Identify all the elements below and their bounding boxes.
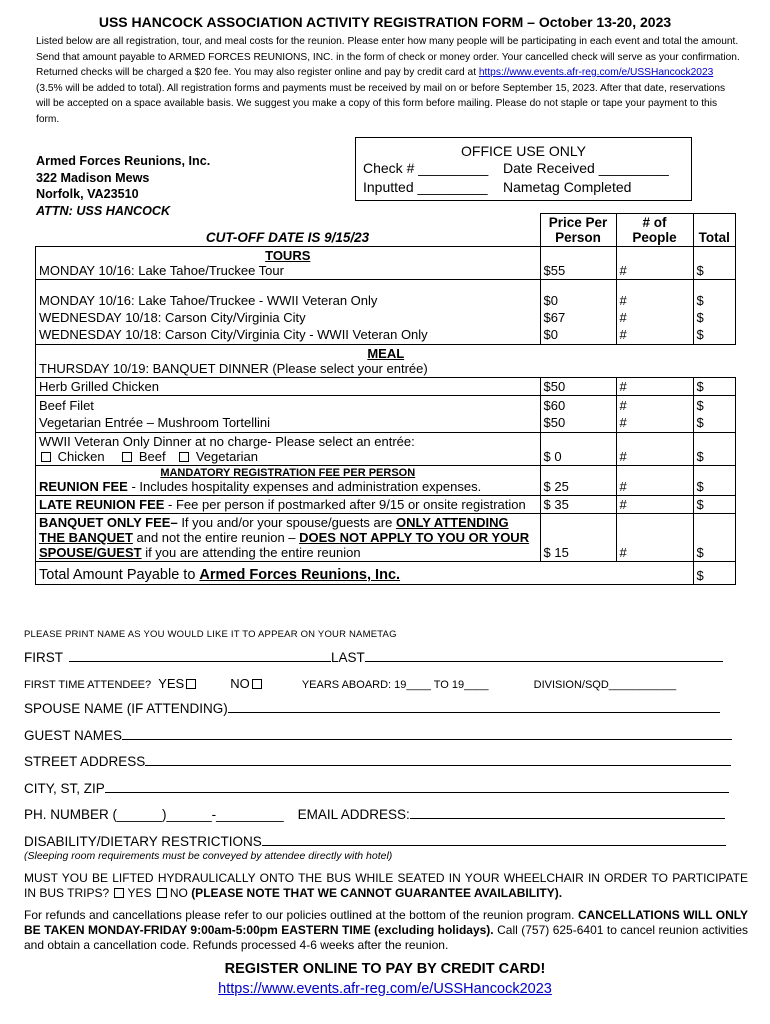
first-time-no-checkbox[interactable] [252, 679, 262, 689]
years-aboard-field[interactable]: YEARS ABOARD: 19____ TO 19____ [301, 679, 489, 691]
people-cell[interactable]: # [619, 415, 627, 430]
address-line-2: 322 Madison Mews [36, 170, 150, 185]
guest-names-input[interactable] [122, 739, 732, 740]
tour-lake-tahoe: MONDAY 10/16: Lake Tahoe/Truckee Tour [39, 263, 284, 278]
table-row [36, 396, 736, 433]
banquet-fee-emphasis: DOES NOT APPLY TO YOU OR YOUR SPOUSE/GUEST [39, 530, 530, 560]
phone-field[interactable]: PH. NUMBER (______)______-_________ [24, 807, 284, 822]
banquet-fee-emphasis: ONLY ATTENDING THE BANQUET [39, 515, 509, 545]
email-label: EMAIL ADDRESS: [297, 807, 410, 822]
total-cell[interactable]: $ [693, 466, 736, 496]
col-total-header: Total [693, 214, 736, 247]
total-cell[interactable]: $ [693, 514, 736, 562]
intro-register-link[interactable]: https://www.events.afr-reg.com/e/USSHancock2023 [478, 67, 714, 78]
total-payee: Armed Forces Reunions, Inc. [199, 567, 401, 583]
intro-paragraph [36, 34, 742, 127]
total-cell[interactable]: $ [696, 398, 704, 413]
first-time-yes-label: YES [158, 676, 185, 691]
tour-carson-city: WEDNESDAY 10/18: Carson City/Virginia City [39, 310, 306, 325]
intro-text-2: (3.5% will be added to total). All registration forms and payments must be received by mail on or before September 15, 2023. After that date, reservations will be accepted on a space available basis. We suggest you make a copy of this form before mailing. Please do not staple or tape your payment to this form. [36, 82, 726, 125]
vegetarian-option-label: Vegetarian [195, 449, 259, 464]
address-line-3: Norfolk, VA23510 [36, 187, 139, 201]
price-cell: $50 [543, 415, 566, 430]
chicken-checkbox[interactable] [41, 452, 51, 462]
banquet-fee-text: If you and/or your spouse/guests are [177, 515, 396, 530]
wheelchair-yes-label: YES [127, 886, 152, 900]
people-cell[interactable]: # [616, 378, 693, 396]
last-name-label: LAST [331, 650, 365, 665]
col-price-header: Price Per Person [540, 214, 616, 247]
cutoff-date: CUT-OFF DATE IS 9/15/23 [205, 230, 370, 245]
people-cell[interactable]: # [619, 310, 627, 325]
banquet-dinner-intro: THURSDAY 10/19: BANQUET DINNER (Please select your entrée) [39, 361, 428, 376]
total-cell[interactable]: $ [693, 496, 736, 514]
first-name-input[interactable] [69, 661, 331, 662]
beef-checkbox[interactable] [122, 452, 132, 462]
city-st-zip-label: CITY, ST, ZIP [24, 781, 105, 796]
intro-text-1: Listed below are all registration, tour, and meal costs for the reunion. Please enter how many people will be participating in each event and total the amount. Send that amount payable to ARMED FORCES REUNIONS, INC. in the form of check or money order. Your cancelled check will serve as your confirmation. Returned checks will be charged a $20 fee. You may also register online and pay by credit card at [36, 36, 740, 78]
people-cell[interactable]: # [616, 433, 693, 466]
people-cell[interactable]: # [619, 327, 627, 342]
wheelchair-yes-checkbox[interactable] [114, 888, 124, 898]
table-header-row [36, 214, 736, 247]
table-row [36, 280, 736, 345]
first-name-label: FIRST [24, 650, 63, 665]
spouse-name-label: SPOUSE NAME (IF ATTENDING) [24, 701, 228, 716]
total-cell[interactable]: $ [696, 327, 704, 342]
beef-option-label: Beef [138, 449, 166, 464]
total-cell[interactable]: $ [693, 433, 736, 466]
disability-input[interactable] [262, 845, 726, 846]
office-use-box [355, 137, 692, 201]
chicken-option-label: Chicken [57, 449, 105, 464]
table-row [36, 433, 736, 466]
mailing-address [36, 153, 210, 219]
reunion-fee-label: REUNION FEE [39, 479, 128, 494]
people-cell[interactable]: # [616, 496, 693, 514]
spouse-name-input[interactable] [228, 712, 720, 713]
email-input[interactable] [410, 818, 725, 819]
wheelchair-text: MUST YOU BE LIFTED HYDRAULICALLY ONTO THE BUS WHILE SEATED IN YOUR WHEELCHAIR IN ORDER TO PARTICIPATE IN BUS TRIPS? [24, 871, 748, 900]
total-cell[interactable]: $ [693, 247, 736, 280]
refund-cancellation-hours: CANCELLATIONS WILL ONLY BE TAKEN MONDAY-FRIDAY 9:00am-5:00pm EASTERN TIME (excluding holidays). [24, 908, 748, 937]
table-row [36, 345, 736, 378]
office-date-received: Date Received _________ [503, 160, 669, 176]
guest-names-label: GUEST NAMES [24, 728, 123, 743]
table-row [36, 378, 736, 396]
office-nametag: Nametag Completed [503, 179, 632, 195]
people-cell[interactable]: # [619, 398, 627, 413]
late-fee-label: LATE REUNION FEE [39, 497, 165, 512]
price-cell: $60 [543, 398, 566, 413]
tour-carson-city-veteran: WEDNESDAY 10/18: Carson City/Virginia City - WWII Veteran Only [39, 327, 428, 342]
form-title: USS HANCOCK ASSOCIATION ACTIVITY REGISTRATION FORM – October 13-20, 2023 [98, 14, 672, 30]
last-name-input[interactable] [365, 661, 723, 662]
meal-vegetarian: Vegetarian Entrée – Mushroom Tortellini [39, 415, 270, 430]
price-cell: $67 [543, 310, 566, 325]
disability-label: DISABILITY/DIETARY RESTRICTIONS [24, 834, 262, 849]
meal-beef: Beef Filet [39, 398, 94, 413]
late-fee-desc: - Fee per person if postmarked after 9/15 or onsite registration [164, 497, 526, 512]
registration-table [35, 213, 736, 585]
first-time-label: FIRST TIME ATTENDEE? [24, 679, 152, 691]
price-cell: $ 25 [540, 466, 616, 496]
price-cell: $0 [543, 293, 558, 308]
price-cell: $ 35 [540, 496, 616, 514]
banquet-fee-label: BANQUET ONLY FEE– [39, 515, 178, 530]
division-field[interactable]: DIVISION/SQD___________ [533, 679, 677, 691]
table-row [36, 514, 736, 562]
register-online-link[interactable]: https://www.events.afr-reg.com/e/USSHancock2023 [218, 981, 552, 997]
total-cell[interactable]: $ [696, 415, 704, 430]
refund-policy [24, 908, 748, 953]
sleeping-room-note: (Sleeping room requirements must be conveyed by attendee directly with hotel) [24, 850, 393, 862]
people-cell[interactable]: # [616, 247, 693, 280]
tour-lake-tahoe-veteran: MONDAY 10/16: Lake Tahoe/Truckee - WWII Veteran Only [39, 293, 378, 308]
table-row [36, 562, 736, 585]
wheelchair-no-checkbox[interactable] [157, 888, 167, 898]
total-payable-label: Total Amount Payable to [39, 567, 200, 583]
tours-heading: TOURS [265, 248, 311, 263]
wheelchair-note: (PLEASE NOTE THAT WE CANNOT GUARANTEE AVAILABILITY). [191, 886, 563, 900]
banquet-fee-text: and not the entire reunion – [132, 530, 300, 545]
office-inputted: Inputted _________ [363, 179, 488, 195]
price-cell: $ 0 [540, 433, 616, 466]
wheelchair-question [24, 871, 748, 901]
price-cell: $0 [543, 327, 558, 342]
total-cell[interactable]: $ [696, 310, 704, 325]
price-cell: $50 [540, 378, 616, 396]
vegetarian-checkbox[interactable] [179, 452, 189, 462]
refund-text-1: For refunds and cancellations please refer to our policies outlined at the bottom of the reunion program. [24, 908, 578, 922]
refund-text-2: Call (757) 625-6401 to cancel reunion activities and obtain a cancellation code. Refunds processed 4-6 weeks after the reunion. [24, 923, 748, 952]
city-st-zip-input[interactable] [105, 792, 729, 793]
mandatory-fee-heading: MANDATORY REGISTRATION FEE PER PERSON [160, 467, 416, 479]
people-cell[interactable]: # [616, 466, 693, 496]
reunion-fee-desc: - Includes hospitality expenses and administration expenses. [127, 479, 482, 494]
register-online-heading: REGISTER ONLINE TO PAY BY CREDIT CARD! [224, 961, 546, 977]
first-time-yes-checkbox[interactable] [186, 679, 196, 689]
street-address-input[interactable] [145, 765, 731, 766]
people-cell[interactable]: # [619, 293, 627, 308]
meal-heading: MEAL [367, 346, 405, 361]
street-address-label: STREET ADDRESS [24, 754, 146, 769]
first-time-no-label: NO [230, 676, 250, 691]
total-cell[interactable]: $ [693, 378, 736, 396]
grand-total-cell[interactable]: $ [693, 562, 736, 585]
table-row [36, 496, 736, 514]
total-cell[interactable]: $ [696, 293, 704, 308]
office-check: Check # _________ [363, 160, 489, 176]
office-use-heading: OFFICE USE ONLY [461, 143, 586, 159]
banquet-fee-text: if you are attending the entire reunion [141, 545, 361, 560]
price-cell: $55 [540, 247, 616, 280]
wwii-dinner-label: WWII Veteran Only Dinner at no charge- Please select an entrée: [39, 434, 415, 449]
col-people-header: # of People [616, 214, 693, 247]
wheelchair-no-label: NO [169, 886, 188, 900]
people-cell[interactable]: # [616, 514, 693, 562]
address-attn: ATTN: USS HANCOCK [36, 203, 171, 218]
price-cell: $ 15 [540, 514, 616, 562]
address-line-1: Armed Forces Reunions, Inc. [36, 154, 211, 168]
table-row [36, 466, 736, 496]
table-row [36, 247, 736, 280]
meal-chicken: Herb Grilled Chicken [36, 378, 541, 396]
nametag-note: PLEASE PRINT NAME AS YOU WOULD LIKE IT TO APPEAR ON YOUR NAMETAG [24, 629, 397, 640]
